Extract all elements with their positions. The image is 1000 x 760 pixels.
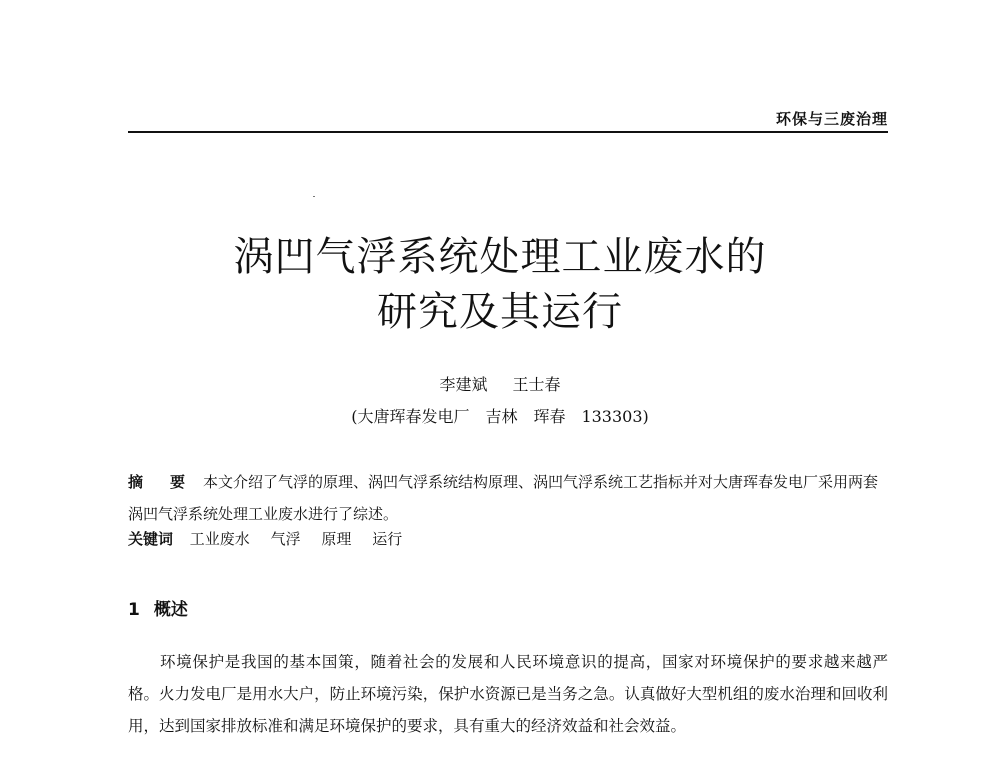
- abstract: [128, 466, 888, 530]
- section-title: 概述: [153, 600, 188, 620]
- section-number: 1: [128, 600, 140, 620]
- scan-speck: [313, 196, 315, 197]
- keyword: 运行: [372, 530, 403, 548]
- body-paragraph: 环境保护是我国的基本国策，随着社会的发展和人民环境意识的提高，国家对环境保护的要求越来越严格。火力发电厂是用水大户，防止环境污染，保护水资源已是当务之急。认真做好大型机组的废水治理和回收利用，达到国家排放标准和满足环境保护的要求，具有重大的经济效益和社会效益。: [128, 653, 888, 735]
- section-heading: [128, 595, 188, 620]
- affiliation: (大唐珲春发电厂 吉林 珲春 133303): [351, 407, 649, 426]
- paper-title: [0, 230, 1000, 340]
- keywords: [128, 528, 888, 549]
- author-name: 王士春: [512, 375, 561, 394]
- title-line-1: 涡凹气浮系统处理工业废水的: [233, 234, 767, 280]
- keyword: 工业废水: [189, 530, 250, 548]
- section-tag: 环保与三废治理: [775, 110, 888, 128]
- title-line-2: 研究及其运行: [377, 289, 623, 335]
- header-rule: [128, 131, 888, 133]
- keyword: 原理: [321, 530, 352, 548]
- author-list: [0, 372, 1000, 395]
- keywords-label: 关键词: [128, 530, 174, 548]
- abstract-label: 摘 要: [128, 473, 192, 491]
- abstract-text: 本文介绍了气浮的原理、涡凹气浮系统结构原理、涡凹气浮系统工艺指标并对大唐珲春发电厂采用两套涡凹气浮系统处理工业废水进行了综述。: [128, 473, 879, 523]
- keyword: 气浮: [270, 530, 301, 548]
- author-name: 李建斌: [439, 375, 488, 394]
